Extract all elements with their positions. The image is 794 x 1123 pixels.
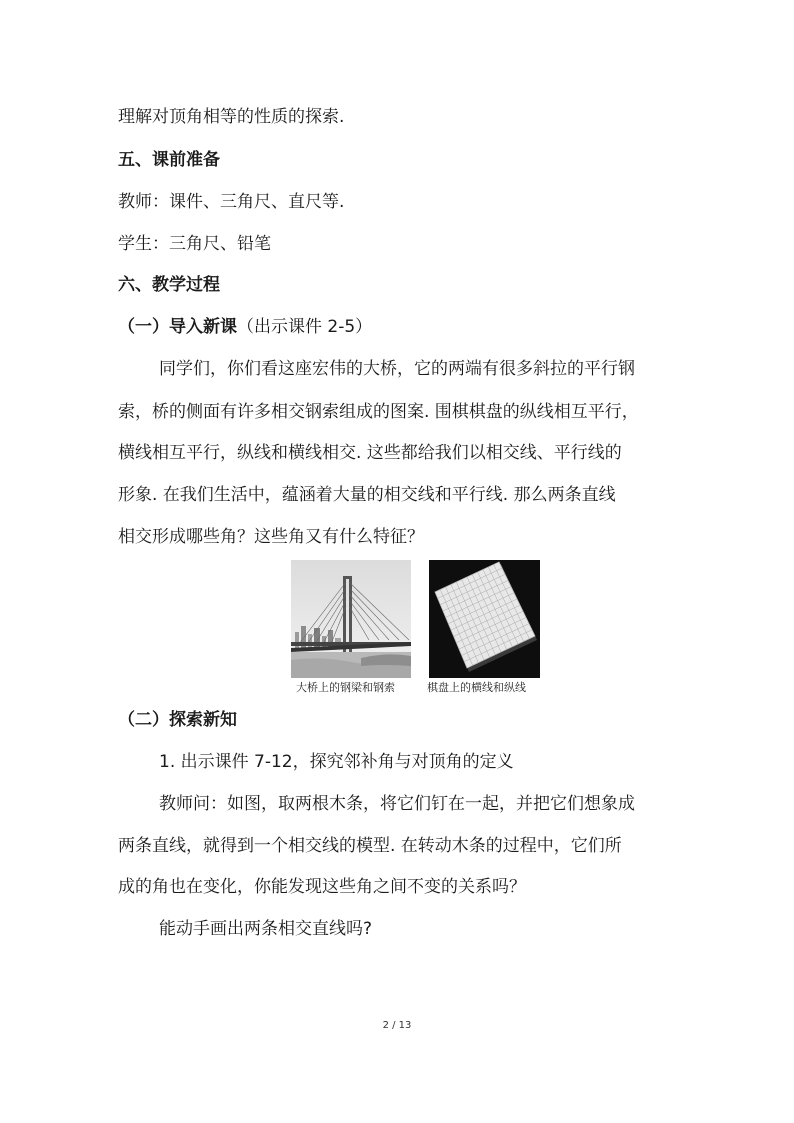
paragraph-line: 相交形成哪些角？这些角又有什么特征？ xyxy=(118,527,424,547)
paragraph-line: 横线相互平行，纵线和横线相交. 这些都给我们以相交线、平行线的 xyxy=(118,443,622,463)
paragraph-line: 成的角也在变化，你能发现这些角之间不变的关系吗？ xyxy=(118,877,526,897)
figure-group xyxy=(291,560,551,698)
paragraph-line: 同学们，你们看这座宏伟的大桥，它的两端有很多斜拉的平行钢 xyxy=(159,359,635,379)
paragraph-line: 教师问：如图，取两根木条，将它们钉在一起，并把它们想象成 xyxy=(159,794,635,814)
subsection-heading: （二）探索新知 xyxy=(118,710,237,730)
page-number: 2 / 13 xyxy=(382,1020,412,1031)
subsection-title: （一）导入新课 xyxy=(118,317,237,337)
text-line: 学生：三角尺、铅笔 xyxy=(118,234,271,254)
text-line: 理解对顶角相等的性质的探索. xyxy=(118,107,345,127)
paragraph-line: 两条直线，就得到一个相交线的模型. 在转动木条的过程中，它们所 xyxy=(118,836,622,856)
section-heading: 六、教学过程 xyxy=(118,275,220,295)
text-line: 教师：课件、三角尺、直尺等. xyxy=(118,192,345,212)
paragraph-line: 索，桥的侧面有许多相交钢索组成的图案. 围棋棋盘的纵线相互平行， xyxy=(118,402,639,422)
section-heading: 五、课前准备 xyxy=(118,150,220,170)
subsection-note: （出示课件 2-5） xyxy=(237,317,373,337)
paragraph-line: 能动手画出两条相交直线吗? xyxy=(159,919,373,939)
go-board-photo xyxy=(427,560,540,694)
step-line: 1. 出示课件 7-12，探究邻补角与对顶角的定义 xyxy=(159,752,514,772)
bridge-photo xyxy=(291,560,411,694)
board-caption: 棋盘上的横线和纵线 xyxy=(427,681,526,694)
subsection-heading xyxy=(118,317,372,337)
paragraph-line: 形象. 在我们生活中，蕴涵着大量的相交线和平行线. 那么两条直线 xyxy=(118,485,616,505)
bridge-caption: 大桥上的钢梁和钢索 xyxy=(296,681,395,694)
